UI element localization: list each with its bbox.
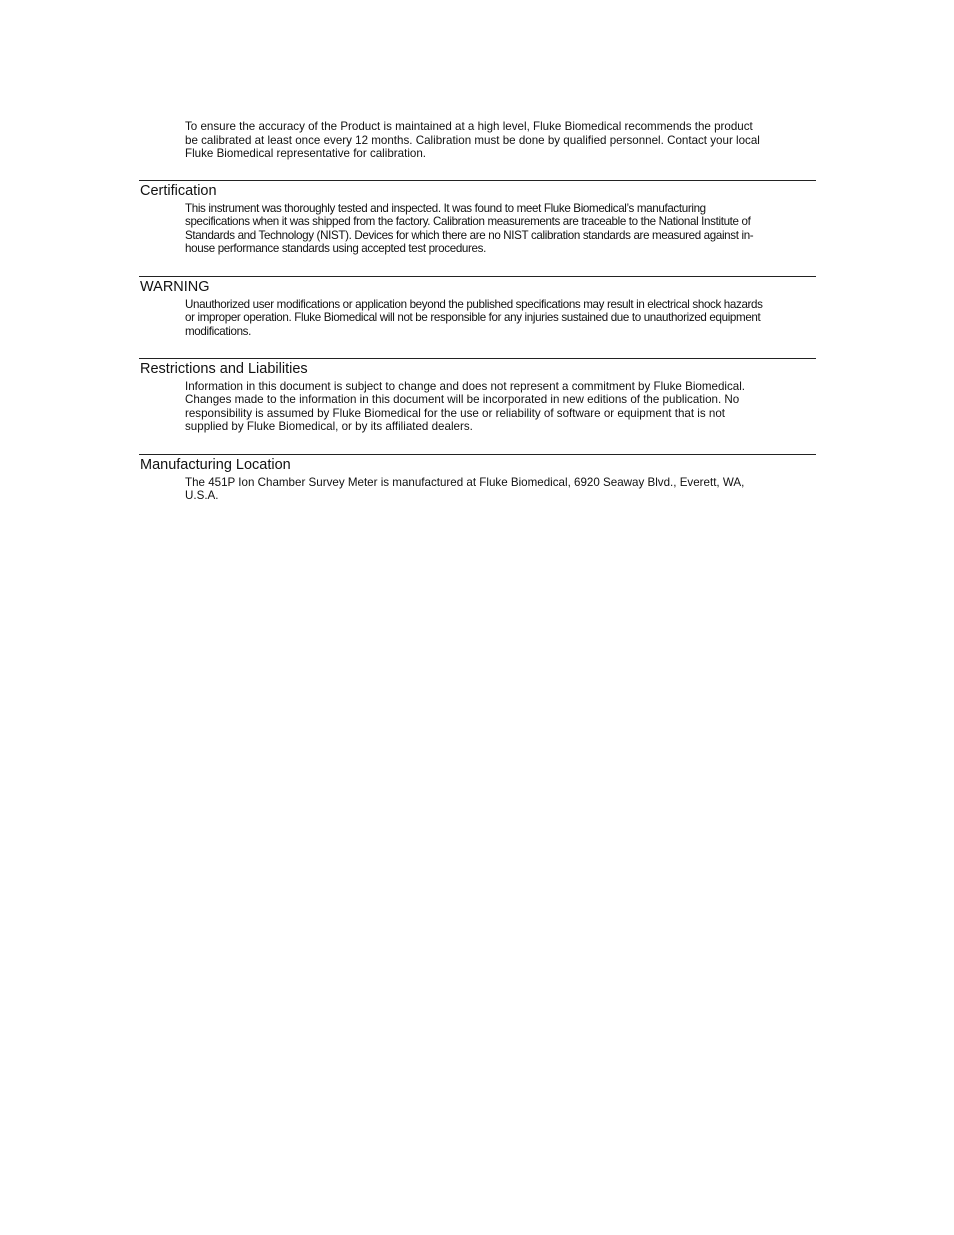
intro-line: To ensure the accuracy of the Product is maintained at a high level, Fluke Biomedical recommends the product xyxy=(185,120,753,133)
intro-line: be calibrated at least once every 12 months. Calibration must be done by qualified personnel. Contact your local xyxy=(185,133,760,147)
section-body-warning xyxy=(185,298,811,338)
body-line: This instrument was thoroughly tested and inspected. It was found to meet Fluke Biomedical’s manufacturing xyxy=(185,202,706,215)
section-body-certification xyxy=(185,202,811,255)
body-line: house performance standards using accepted test procedures. xyxy=(185,241,486,255)
section-heading-warning: WARNING xyxy=(140,279,210,295)
body-line: modifications. xyxy=(185,324,251,338)
body-line: specifications when it was shipped from the factory. Calibration measurements are traceable to the National Institute of xyxy=(185,215,751,229)
section-heading-certification: Certification xyxy=(140,183,217,199)
body-line: Unauthorized user modifications or application beyond the published specifications may result in electrical shock hazards xyxy=(185,298,763,311)
body-line: Information in this document is subject to change and does not represent a commitment by Fluke Biomedical. xyxy=(185,380,746,393)
body-line: supplied by Fluke Biomedical, or by its affiliated dealers. xyxy=(185,419,473,433)
body-line: responsibility is assumed by Fluke Biomedical for the use or reliability of software or equipment that is not xyxy=(185,406,726,420)
body-line: Standards and Technology (NIST). Devices for which there are no NIST calibration standards are measured against in- xyxy=(185,228,754,242)
body-line: or improper operation. Fluke Biomedical will not be responsible for any injuries sustained due to unauthorized equipment xyxy=(185,311,761,325)
section-heading-manufacturing-location: Manufacturing Location xyxy=(140,457,291,473)
body-line: U.S.A. xyxy=(185,489,219,503)
section-manufacturing-location xyxy=(139,454,816,503)
section-body-restrictions xyxy=(185,380,811,433)
section-restrictions-and-liabilities xyxy=(139,358,816,433)
section-body-manufacturing-location xyxy=(185,476,811,503)
body-line: Changes made to the information in this document will be incorporated in new editions of the publication. No xyxy=(185,393,740,407)
section-warning xyxy=(139,276,816,338)
intro-paragraph xyxy=(185,120,810,161)
body-line: The 451P Ion Chamber Survey Meter is manufactured at Fluke Biomedical, 6920 Seaway Blvd., Everett, WA, xyxy=(185,476,745,489)
intro-line: Fluke Biomedical representative for calibration. xyxy=(185,147,427,160)
section-certification xyxy=(139,180,816,255)
section-heading-restrictions: Restrictions and Liabilities xyxy=(140,361,308,377)
